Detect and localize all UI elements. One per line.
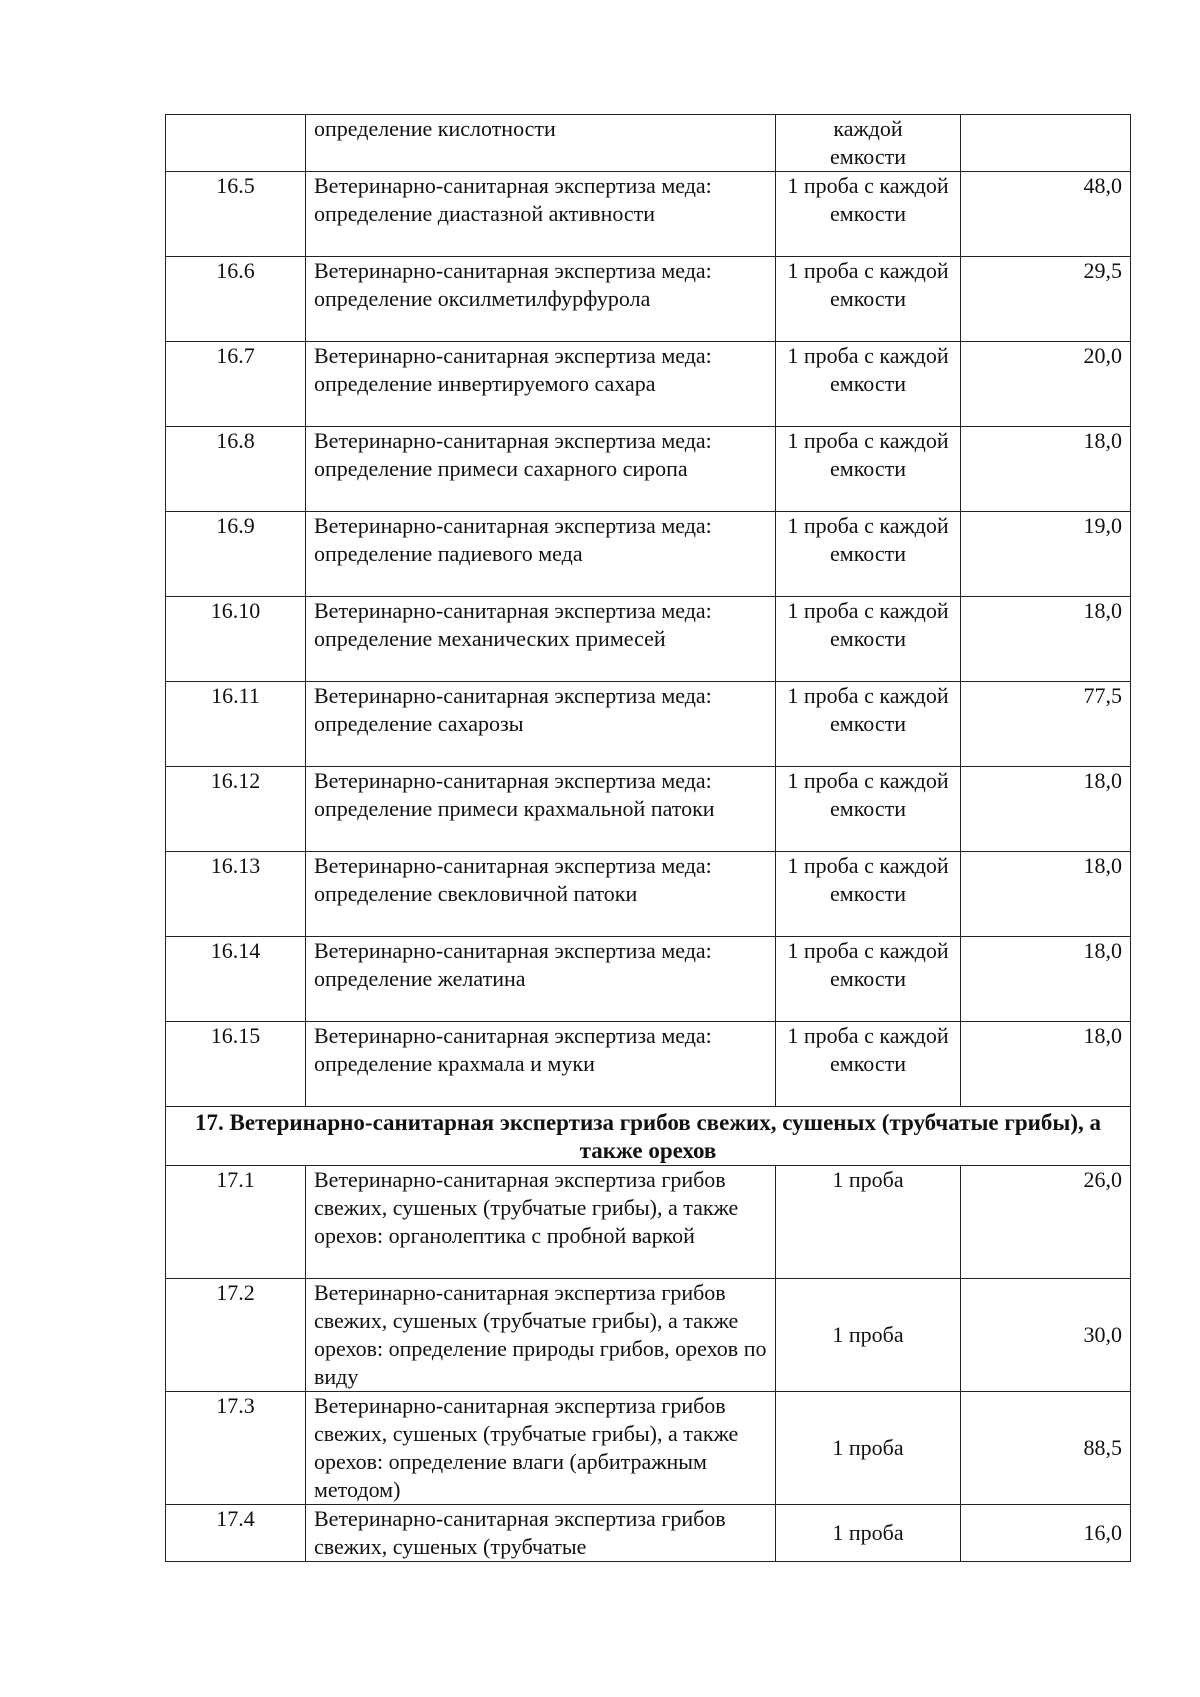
table-row xyxy=(166,172,1131,257)
item-number: 16.7 xyxy=(166,342,306,427)
item-unit: 1 проба с каждой емкости xyxy=(776,257,961,342)
table-row xyxy=(166,1392,1131,1505)
item-number: 16.13 xyxy=(166,852,306,937)
item-number: 16.6 xyxy=(166,257,306,342)
item-unit: 1 проба с каждой емкости xyxy=(776,597,961,682)
item-price: 26,0 xyxy=(961,1166,1131,1279)
section-title: 17. Ветеринарно-санитарная экспертиза грибов свежих, сушеных (трубчатые грибы), а также орехов xyxy=(166,1107,1131,1166)
price-list-table xyxy=(165,114,1131,1562)
item-unit: 1 проба с каждой емкости xyxy=(776,512,961,597)
section-heading-row xyxy=(166,1107,1131,1166)
item-number: 17.2 xyxy=(166,1279,306,1392)
item-price: 18,0 xyxy=(961,852,1131,937)
item-number: 16.9 xyxy=(166,512,306,597)
item-description: Ветеринарно-санитарная экспертиза меда: определение падиевого меда xyxy=(306,512,776,597)
item-unit: 1 проба с каждой емкости xyxy=(776,852,961,937)
item-description: Ветеринарно-санитарная экспертиза меда: определение оксилметилфурфурола xyxy=(306,257,776,342)
item-price: 77,5 xyxy=(961,682,1131,767)
item-unit: 1 проба xyxy=(776,1505,961,1562)
item-number: 16.5 xyxy=(166,172,306,257)
item-unit: 1 проба с каждой емкости xyxy=(776,767,961,852)
item-description: определение кислотности xyxy=(306,115,776,172)
item-unit: 1 проба xyxy=(776,1392,961,1505)
item-description: Ветеринарно-санитарная экспертиза грибов свежих, сушеных (трубчатые грибы), а также орехов: органолептика с пробной варкой xyxy=(306,1166,776,1279)
item-description: Ветеринарно-санитарная экспертиза меда: определение инвертируемого сахара xyxy=(306,342,776,427)
item-number: 16.15 xyxy=(166,1022,306,1107)
item-number: 17.1 xyxy=(166,1166,306,1279)
table-row xyxy=(166,1022,1131,1107)
item-description: Ветеринарно-санитарная экспертиза грибов свежих, сушеных (трубчатые грибы), а также орехов: определение природы грибов, орехов по виду xyxy=(306,1279,776,1392)
item-description: Ветеринарно-санитарная экспертиза меда: определение сахарозы xyxy=(306,682,776,767)
item-description: Ветеринарно-санитарная экспертиза меда: определение диастазной активности xyxy=(306,172,776,257)
item-price: 18,0 xyxy=(961,427,1131,512)
table-row xyxy=(166,257,1131,342)
item-number: 16.11 xyxy=(166,682,306,767)
item-price: 29,5 xyxy=(961,257,1131,342)
table-row xyxy=(166,937,1131,1022)
item-unit: 1 проба с каждой емкости xyxy=(776,427,961,512)
table-row xyxy=(166,427,1131,512)
item-description: Ветеринарно-санитарная экспертиза меда: определение примеси крахмальной патоки xyxy=(306,767,776,852)
item-description: Ветеринарно-санитарная экспертиза меда: определение крахмала и муки xyxy=(306,1022,776,1107)
item-price: 18,0 xyxy=(961,767,1131,852)
item-description: Ветеринарно-санитарная экспертиза грибов свежих, сушеных (трубчатые грибы), а также орехов: определение влаги (арбитражным методом) xyxy=(306,1392,776,1505)
item-price: 18,0 xyxy=(961,937,1131,1022)
item-unit: 1 проба с каждой емкости xyxy=(776,937,961,1022)
table-row xyxy=(166,597,1131,682)
item-description: Ветеринарно-санитарная экспертиза меда: определение свекловичной патоки xyxy=(306,852,776,937)
item-price: 48,0 xyxy=(961,172,1131,257)
item-price: 19,0 xyxy=(961,512,1131,597)
item-description: Ветеринарно-санитарная экспертиза меда: определение желатина xyxy=(306,937,776,1022)
table-row xyxy=(166,512,1131,597)
item-price: 18,0 xyxy=(961,597,1131,682)
item-price: 30,0 xyxy=(961,1279,1131,1392)
price-list-page xyxy=(165,114,1130,1562)
item-unit: 1 проба с каждой емкости xyxy=(776,342,961,427)
item-number: 16.8 xyxy=(166,427,306,512)
item-unit: 1 проба xyxy=(776,1279,961,1392)
item-description: Ветеринарно-санитарная экспертиза меда: определение механических примесей xyxy=(306,597,776,682)
item-description: Ветеринарно-санитарная экспертиза меда: определение примеси сахарного сиропа xyxy=(306,427,776,512)
item-description: Ветеринарно-санитарная экспертиза грибов свежих, сушеных (трубчатые xyxy=(306,1505,776,1562)
table-row xyxy=(166,852,1131,937)
item-price: 88,5 xyxy=(961,1392,1131,1505)
item-number: 16.10 xyxy=(166,597,306,682)
table-row xyxy=(166,1505,1131,1562)
table-row xyxy=(166,1279,1131,1392)
table-row xyxy=(166,342,1131,427)
item-number: 16.12 xyxy=(166,767,306,852)
item-number xyxy=(166,115,306,172)
item-unit: 1 проба xyxy=(776,1166,961,1279)
item-unit: 1 проба с каждой емкости xyxy=(776,1022,961,1107)
item-unit: 1 проба с каждой емкости xyxy=(776,682,961,767)
item-price xyxy=(961,115,1131,172)
table-row xyxy=(166,682,1131,767)
table-row xyxy=(166,1166,1131,1279)
item-price: 18,0 xyxy=(961,1022,1131,1107)
item-number: 17.4 xyxy=(166,1505,306,1562)
table-row-continued xyxy=(166,115,1131,172)
item-unit: 1 проба с каждой емкости xyxy=(776,172,961,257)
item-unit: каждой емкости xyxy=(776,115,961,172)
item-price: 20,0 xyxy=(961,342,1131,427)
table-row xyxy=(166,767,1131,852)
item-number: 16.14 xyxy=(166,937,306,1022)
item-price: 16,0 xyxy=(961,1505,1131,1562)
item-number: 17.3 xyxy=(166,1392,306,1505)
